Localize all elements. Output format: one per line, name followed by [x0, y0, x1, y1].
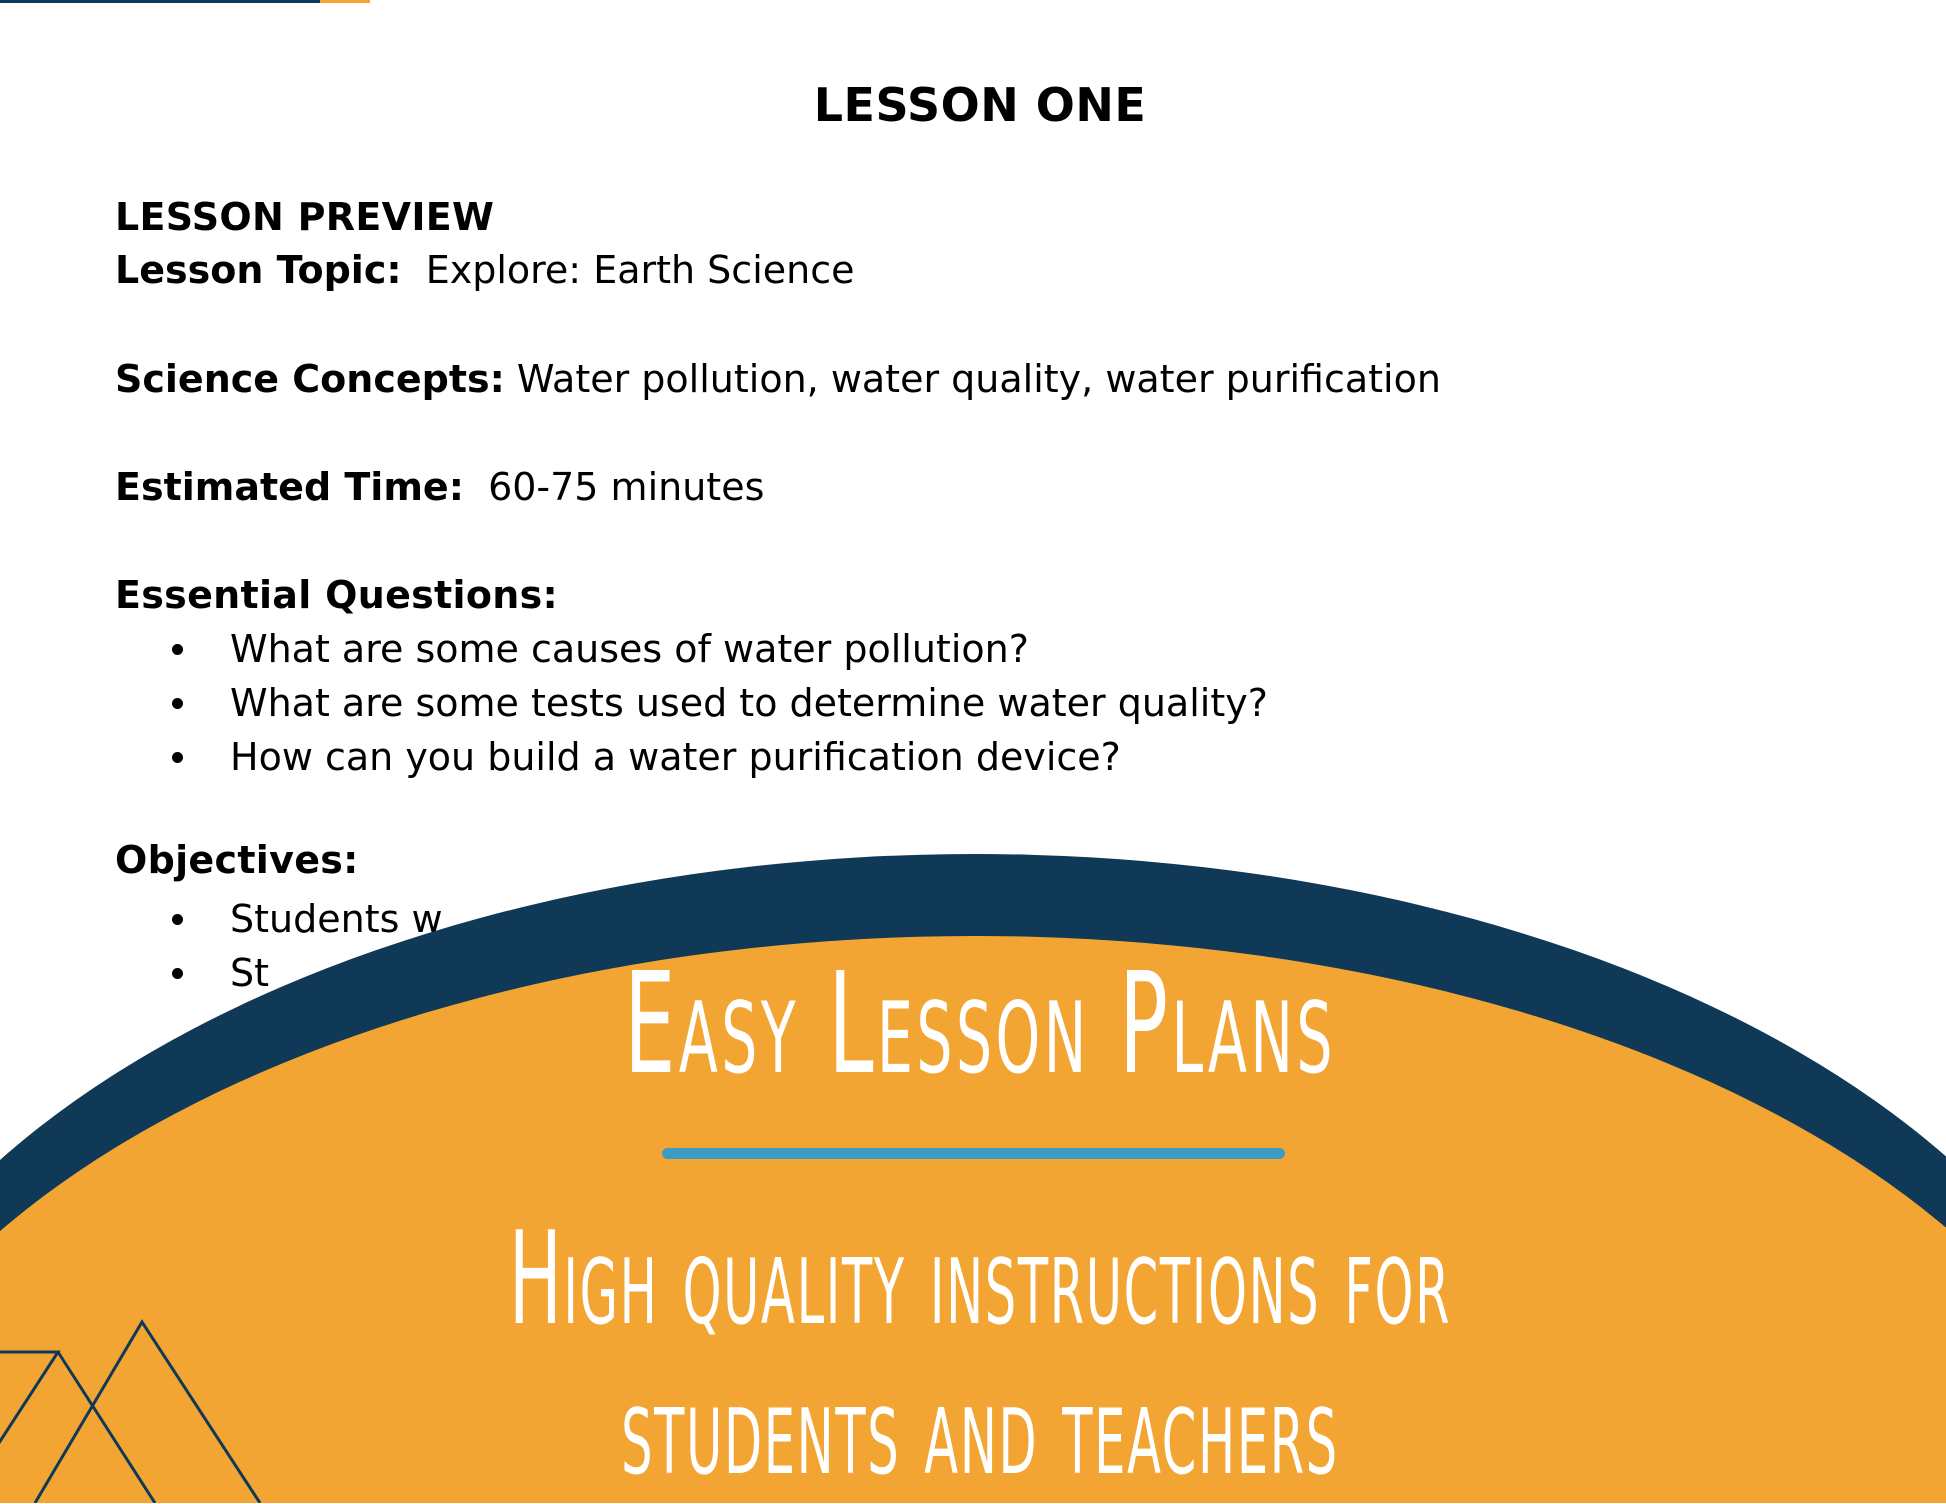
- objective-text: St: [230, 951, 270, 995]
- banner-subtitle-line1: High quality instructions for: [508, 1205, 1452, 1354]
- lesson-topic-label: Lesson Topic:: [115, 248, 402, 292]
- banner-title: Easy Lesson Plans: [624, 943, 1336, 1106]
- banner-divider: [662, 1148, 1285, 1159]
- question-text: What are some causes of water pollution?: [230, 627, 1029, 671]
- page-title: LESSON ONE: [813, 78, 1147, 132]
- essential-questions-heading: Essential Questions:: [115, 573, 559, 617]
- lesson-preview-heading: LESSON PREVIEW: [115, 195, 495, 239]
- science-concepts-value: Water pollution, water quality, water purification: [516, 357, 1441, 401]
- objectives-heading: Objectives:: [115, 838, 359, 882]
- objective-text: Students w: [230, 897, 443, 941]
- banner-subtitle-line2: students and teachers: [621, 1355, 1339, 1504]
- question-text: What are some tests used to determine water quality?: [230, 681, 1268, 725]
- estimated-time-value: 60-75 minutes: [488, 465, 765, 509]
- science-concepts-label: Science Concepts:: [115, 357, 505, 401]
- lesson-topic-value: Explore: Earth Science: [425, 248, 855, 292]
- question-text: How can you build a water purification device?: [230, 735, 1121, 779]
- estimated-time-label: Estimated Time:: [115, 465, 464, 509]
